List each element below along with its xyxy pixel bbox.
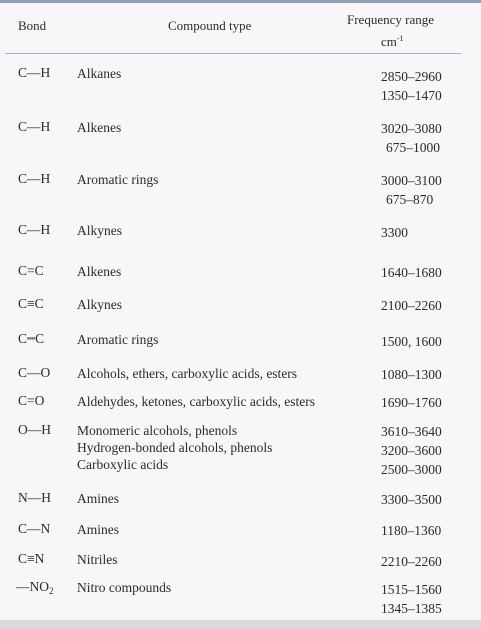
compound-type: Alkynes	[77, 297, 122, 312]
frequency-value: 1345–1385	[381, 601, 442, 616]
header-bond: Bond	[18, 18, 47, 33]
bond-cell: N—H	[18, 490, 51, 505]
compound-type-cell	[77, 331, 158, 348]
frequency-cell	[381, 119, 442, 157]
compound-type-cell	[77, 551, 118, 568]
header-compound-type: Compound type	[168, 18, 252, 33]
compound-type: Aromatic rings	[77, 332, 159, 347]
header-frequency-label: Frequency range	[347, 12, 434, 27]
compound-type: Alkenes	[77, 120, 122, 135]
frequency-cell	[381, 296, 442, 315]
compound-type: Alkenes	[77, 264, 122, 279]
compound-type-cell	[77, 222, 122, 239]
compound-type: Alcohols, ethers, carboxylic acids, esters	[77, 366, 298, 381]
frequency-cell	[381, 263, 442, 282]
frequency-value: 3200–3600	[381, 443, 442, 458]
frequency-value: 1690–1760	[381, 395, 442, 410]
header-frequency-unit: $cm^{-1}$	[381, 34, 404, 49]
frequency-value: 1350–1470	[381, 88, 442, 103]
compound-type-cell	[77, 365, 297, 382]
compound-type: Hydrogen-bonded alcohols, phenols	[77, 440, 273, 455]
bond-cell: C≡N	[18, 551, 45, 566]
compound-type-cell	[77, 521, 119, 538]
bond-cell: O—H	[18, 422, 51, 437]
bond-cell: C≡C	[18, 296, 44, 311]
frequency-value: 2210–2260	[381, 554, 442, 569]
compound-type-cell	[77, 263, 121, 280]
bond-cell: $—NO_2$	[16, 579, 54, 596]
frequency-cell	[381, 422, 442, 479]
frequency-cell	[381, 552, 442, 571]
compound-type-cell	[77, 65, 121, 82]
compound-type-cell	[77, 422, 272, 473]
frequency-value: 1080–1300	[381, 367, 442, 382]
frequency-value: 3300–3500	[381, 492, 442, 507]
frequency-cell	[381, 332, 442, 351]
compound-type: Nitriles	[77, 552, 118, 567]
frequency-value: 3020–3080	[381, 121, 442, 136]
frequency-cell	[381, 393, 442, 412]
frequency-cell	[381, 490, 442, 509]
frequency-value: 1500, 1600	[381, 334, 442, 349]
compound-type-cell	[77, 393, 315, 410]
bond-cell: C=C	[18, 263, 44, 278]
frequency-value: 675–1000	[386, 140, 440, 155]
frequency-cell	[381, 365, 442, 384]
bond-cell: C=O	[18, 393, 45, 408]
compound-type: Aromatic rings	[77, 172, 159, 187]
compound-type-cell	[77, 579, 171, 596]
frequency-cell	[381, 171, 442, 209]
compound-type-cell	[77, 171, 158, 188]
frequency-value: 1515–1560	[381, 582, 442, 597]
bond-cell: C—H	[18, 119, 51, 134]
frequency-cell	[381, 580, 442, 618]
compound-type: Aldehydes, ketones, carboxylic acids, esters	[77, 394, 316, 409]
frequency-value: 675–870	[386, 192, 434, 207]
compound-type: Nitro compounds	[77, 580, 172, 595]
bond-cell: C—O	[18, 365, 51, 380]
frequency-value: 2100–2260	[381, 298, 442, 313]
bond-cell: C—N	[18, 521, 51, 536]
top-border	[0, 0, 481, 3]
frequency-value: 3300	[381, 225, 408, 240]
bottom-border	[0, 620, 481, 629]
header-frequency-range	[347, 10, 455, 51]
compound-type: Amines	[77, 522, 119, 537]
compound-type-cell	[77, 119, 121, 136]
bond-cell: C—H	[18, 65, 51, 80]
frequency-value: 1640–1680	[381, 265, 442, 280]
frequency-cell	[381, 223, 408, 242]
frequency-value: 2500–3000	[381, 462, 442, 477]
frequency-cell	[381, 67, 442, 105]
frequency-value: 3610–3640	[381, 424, 442, 439]
compound-type: Carboxylic acids	[77, 457, 169, 472]
bond-cell: C—H	[18, 222, 51, 237]
compound-type-cell	[77, 490, 119, 507]
header-divider	[5, 53, 461, 54]
compound-type: Alkanes	[77, 66, 122, 81]
compound-type-cell	[77, 296, 122, 313]
frequency-value: 2850–2960	[381, 69, 442, 84]
bond-cell: C┉C	[18, 331, 45, 346]
bond-cell: C—H	[18, 171, 51, 186]
frequency-cell	[381, 521, 441, 540]
frequency-value: 1180–1360	[381, 523, 442, 538]
compound-type: Alkynes	[77, 223, 122, 238]
compound-type: Monomeric alcohols, phenols	[77, 423, 238, 438]
compound-type: Amines	[77, 491, 119, 506]
frequency-value: 3000–3100	[381, 173, 442, 188]
